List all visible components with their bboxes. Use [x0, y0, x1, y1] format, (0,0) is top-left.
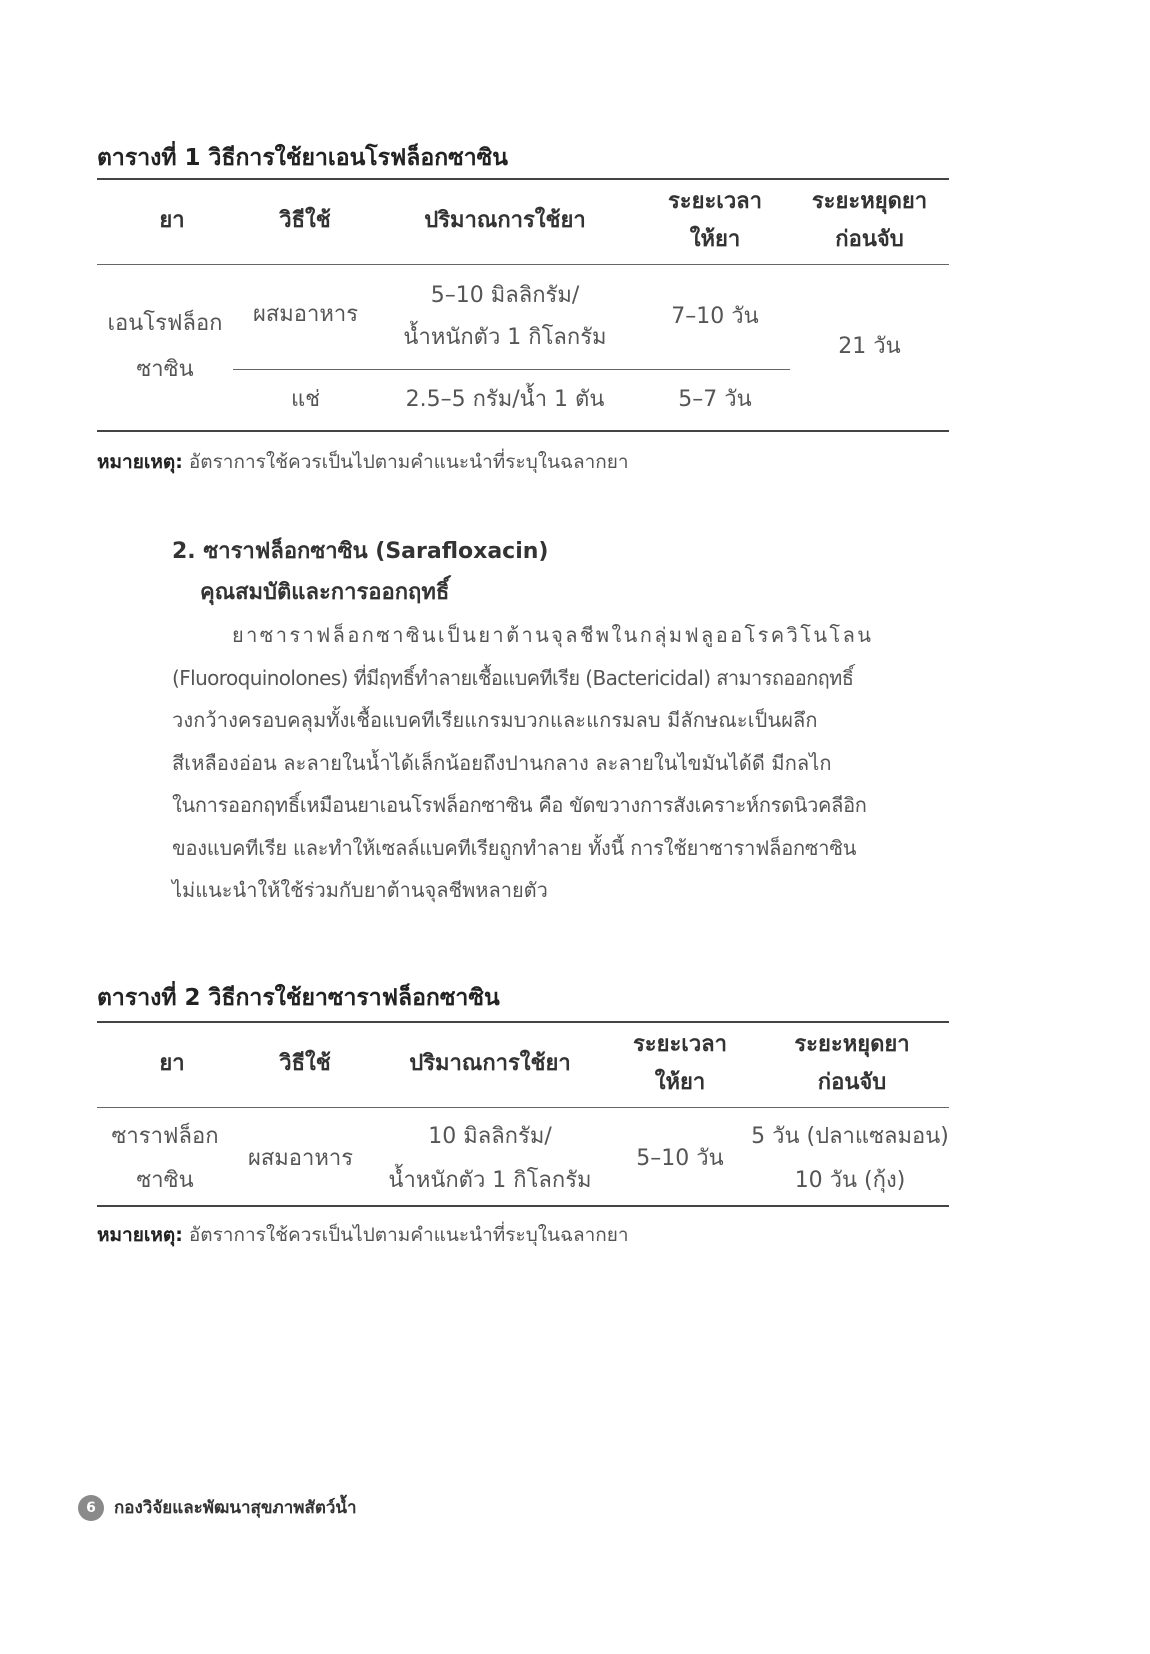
paragraph-line: ในการออกฤทธิ์เหมือนยาเอนโรฟล็อกซาซิน คือ ขัดขวางการสังเคราะห์กรดนิวคลีอิก: [172, 793, 867, 817]
paragraph-line: วงกว้างครอบคลุมทั้งเชื้อแบคทีเรียแกรมบวกและแกรมลบ มีลักษณะเป็นผลึก: [172, 708, 818, 732]
table2-duration-cell: [610, 1113, 750, 1205]
method-text: ผสมอาหาร: [252, 302, 359, 327]
table1-header-duration: [640, 178, 790, 264]
table2-header-dosage: [370, 1021, 610, 1107]
header-text: ก่อนจับ: [817, 1070, 887, 1095]
paragraph-line: ยาซาราฟล็อกซาซินเป็นยาต้านจุลชีพในกลุ่มฟลูออโรควิโนโลน: [232, 623, 874, 647]
dosage-line: น้ำหนักตัว 1 กิโลกรัม: [403, 325, 607, 350]
table1-row2-method: [233, 370, 378, 430]
method-text: แช่: [290, 387, 321, 412]
table2-drug-cell: [97, 1113, 233, 1205]
page-footer: [78, 1494, 357, 1521]
drug-name-line: ซาราฟล็อก: [111, 1124, 219, 1149]
table2-header-duration: [605, 1021, 755, 1107]
header-text: ระยะหยุดยา: [811, 189, 928, 214]
section-subtitle: คุณสมบัติและการออกฤทธิ์: [200, 580, 450, 605]
section-title: 2. ซาราฟล็อกซาซิน (Sarafloxacin): [172, 539, 549, 564]
header-text: ยา: [159, 1051, 185, 1076]
table2-withdrawal-cell: [745, 1113, 955, 1205]
table1-bottom-rule: [97, 430, 949, 432]
footer-text: กองวิจัยและพัฒนาสุขภาพสัตว์น้ำ: [114, 1498, 357, 1518]
withdrawal-text: 21 วัน: [838, 334, 901, 359]
dosage-line: น้ำหนักตัว 1 กิโลกรัม: [388, 1168, 592, 1193]
page-number-badge: 6: [78, 1495, 104, 1521]
table1-row1-method: [233, 264, 378, 370]
header-text: ให้ยา: [654, 1070, 706, 1095]
table2-header-method: [230, 1021, 380, 1107]
table2-caption: ตารางที่ 2 วิธีการใช้ยาซาราฟล็อกซาซิน: [97, 985, 500, 1011]
drug-name-line: ซาซิน: [136, 1168, 194, 1193]
table1-header-withdrawal: [790, 178, 949, 264]
table1-caption: ตารางที่ 1 วิธีการใช้ยาเอนโรฟล็อกซาซิน: [97, 145, 508, 171]
duration-text: 5–10 วัน: [636, 1146, 724, 1171]
header-text: วิธีใช้: [279, 208, 331, 233]
paragraph-line: ของแบคทีเรีย และทำให้เซลล์แบคทีเรียถูกทำลาย ทั้งนี้ การใช้ยาซาราฟล็อกซาซิน: [172, 835, 857, 860]
dosage-line: 5–10 มิลลิกรัม/: [430, 283, 580, 308]
table1-row2-dosage: [380, 370, 630, 430]
table2-header-rule: [97, 1107, 949, 1108]
table1-row2-duration: [640, 370, 790, 430]
drug-name-line: เอนโรฟล็อก: [107, 311, 223, 336]
header-text: ปริมาณการใช้ยา: [424, 208, 586, 233]
table2-note: [97, 1220, 629, 1250]
header-text: ก่อนจับ: [835, 227, 904, 252]
section-paragraph: [172, 614, 948, 912]
method-text: ผสมอาหาร: [247, 1146, 354, 1171]
table2-header-drug: [97, 1021, 247, 1107]
withdrawal-line: 10 วัน (กุ้ง): [794, 1168, 906, 1193]
table1-withdrawal-cell: [790, 264, 949, 430]
header-text: วิธีใช้: [279, 1051, 331, 1076]
header-text: ระยะเวลา: [632, 1032, 728, 1057]
table2-method-cell: [233, 1113, 368, 1205]
duration-text: 7–10 วัน: [671, 304, 759, 329]
table1-row1-duration: [640, 264, 790, 370]
header-text: ระยะหยุดยา: [794, 1032, 910, 1057]
duration-text: 5–7 วัน: [678, 387, 752, 412]
header-text: ยา: [159, 208, 185, 233]
note-label: หมายเหตุ:: [97, 451, 183, 473]
drug-name-line: ซาซิน: [136, 357, 194, 382]
table2-bottom-rule: [97, 1205, 949, 1207]
header-text: ระยะเวลา: [667, 189, 763, 214]
dosage-line: 2.5–5 กรัม/น้ำ 1 ตัน: [405, 387, 605, 412]
note-label: หมายเหตุ:: [97, 1224, 183, 1246]
table1-header-drug: [97, 178, 247, 264]
paragraph-line: ไม่แนะนำให้ใช้ร่วมกับยาต้านจุลชีพหลายตัว: [172, 878, 548, 902]
table1-row1-dosage: [380, 264, 630, 370]
note-text: อัตราการใช้ควรเป็นไปตามคำแนะนำที่ระบุในฉลากยา: [182, 451, 629, 473]
table2-header-withdrawal: [755, 1021, 949, 1107]
withdrawal-line: 5 วัน (ปลาแซลมอน): [751, 1124, 949, 1149]
header-text: ปริมาณการใช้ยา: [409, 1051, 571, 1076]
table1-note: [97, 447, 629, 477]
table1-header-dosage: [380, 178, 630, 264]
header-text: ให้ยา: [689, 227, 741, 252]
table2-dosage-cell: [370, 1113, 610, 1205]
dosage-line: 10 มิลลิกรัม/: [428, 1124, 552, 1149]
note-text: อัตราการใช้ควรเป็นไปตามคำแนะนำที่ระบุในฉลากยา: [182, 1224, 629, 1246]
table1-header-method: [230, 178, 380, 264]
table1-drug-cell: [97, 264, 233, 430]
paragraph-line: (Fluoroquinolones) ที่มีฤทธิ์ทำลายเชื้อแบคทีเรีย (Bactericidal) สามารถออกฤทธิ์: [172, 665, 854, 690]
paragraph-line: สีเหลืองอ่อน ละลายในน้ำได้เล็กน้อยถึงปานกลาง ละลายในไขมันได้ดี มีกลไก: [172, 750, 832, 775]
